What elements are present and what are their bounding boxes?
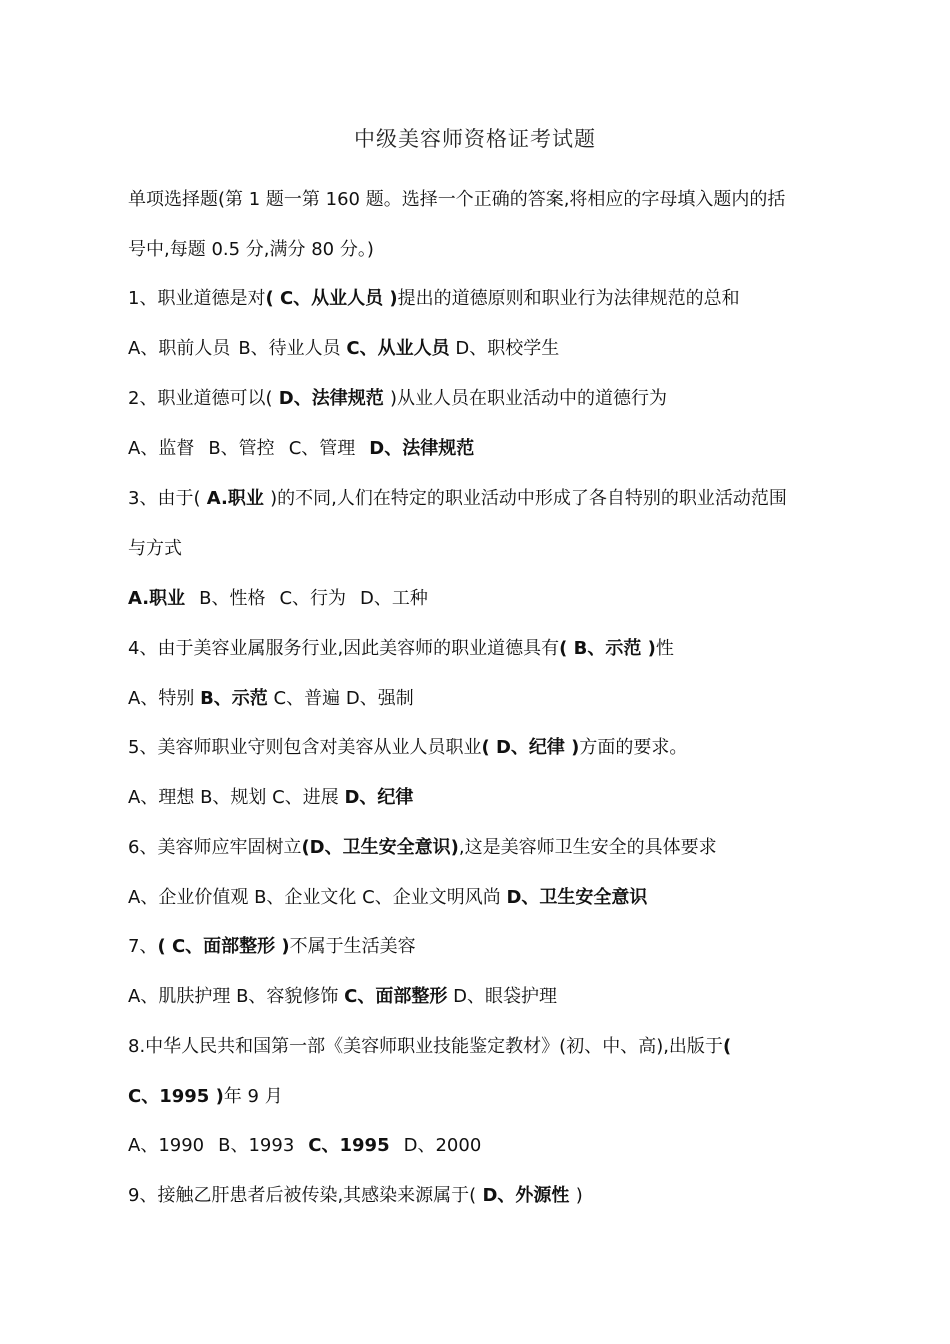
question-8-answer-open: (	[722, 1036, 732, 1057]
option-b: B、1993	[218, 1135, 295, 1156]
option-d: D、眼袋护理	[453, 986, 557, 1007]
question-5-text: 5、美容师职业守则包含对美容从业人员职业	[128, 737, 482, 758]
question-7	[128, 935, 828, 959]
question-7-text: 7、	[128, 936, 158, 957]
question-7-options	[128, 985, 828, 1009]
intro-line-2: 号中,每题 0.5 分,满分 80 分。)	[128, 239, 374, 260]
question-8-text-end: 年 9 月	[223, 1086, 283, 1107]
option-d-correct: D、法律规范	[369, 438, 475, 459]
option-c-correct: C、从业人员	[346, 338, 450, 359]
question-9	[128, 1184, 828, 1208]
option-d: D、职校学生	[455, 338, 560, 359]
question-2-text: 2、职业道德可以(	[128, 388, 273, 409]
question-3-continuation: 与方式	[128, 538, 182, 559]
option-d-correct: D、卫生安全意识	[506, 887, 648, 908]
question-3	[128, 487, 828, 511]
question-2-options	[128, 437, 828, 461]
option-a: A、特别	[128, 688, 195, 709]
question-3-text: 3、由于(	[128, 488, 201, 509]
question-4-text: 4、由于美容业属服务行业,因此美容师的职业道德具有	[128, 638, 560, 659]
option-c: C、行为	[279, 588, 347, 609]
option-c: C、企业文明风尚	[362, 887, 501, 908]
question-2-answer: D、法律规范	[272, 388, 390, 409]
question-2-text-end: )从业人员在职业活动中的道德行为	[389, 388, 667, 409]
question-4-text-end: 性	[655, 638, 674, 659]
page-title: 中级美容师资格证考试题	[354, 127, 596, 151]
question-9-answer: D、外源性	[476, 1185, 576, 1206]
question-3-answer: A.职业	[200, 488, 271, 509]
question-9-text: 9、接触乙肝患者后被传染,其感染来源属于(	[128, 1185, 477, 1206]
option-c-correct: C、面部整形	[344, 986, 448, 1007]
question-8-answer: C、1995 )	[128, 1086, 224, 1107]
question-5	[128, 736, 828, 760]
question-3-text-end: )的不同,人们在特定的职业活动中形成了各自特别的职业活动范围	[270, 488, 787, 509]
question-6-text-end: ,这是美容师卫生安全的具体要求	[458, 837, 717, 858]
question-6-answer: (D、卫生安全意识)	[301, 837, 459, 858]
option-a: A、1990	[128, 1135, 205, 1156]
question-1-text-end: 提出的道德原则和职业行为法律规范的总和	[397, 288, 740, 309]
option-b: B、容貌修饰	[236, 986, 339, 1007]
option-d: D、强制	[345, 688, 414, 709]
question-6-text: 6、美容师应牢固树立	[128, 837, 302, 858]
intro-line-1: 单项选择题(第 1 题一第 160 题。选择一个正确的答案,将相应的字母填入题内的括	[128, 189, 786, 210]
option-d: D、工种	[360, 588, 428, 609]
question-8	[128, 1035, 828, 1059]
question-4	[128, 637, 828, 661]
question-7-answer: ( C、面部整形 )	[157, 936, 290, 957]
question-4-answer: ( B、示范 )	[559, 638, 656, 659]
question-1-options	[128, 337, 828, 361]
option-a: A、职前人员	[128, 338, 231, 359]
question-9-text-end: )	[575, 1185, 583, 1206]
option-a: A、肌肤护理	[128, 986, 231, 1007]
question-1-text: 1、职业道德是对	[128, 288, 266, 309]
question-4-options	[128, 687, 828, 711]
option-d: D、2000	[403, 1135, 482, 1156]
question-8-text: 8.中华人民共和国第一部《美容师职业技能鉴定教材》(初、中、高),出版于	[128, 1036, 723, 1057]
option-b: B、管控	[208, 438, 275, 459]
question-6	[128, 836, 828, 860]
question-8-continuation	[128, 1085, 828, 1109]
question-8-options	[128, 1134, 828, 1158]
option-a-correct: A.职业	[128, 588, 186, 609]
question-6-options	[128, 886, 828, 910]
question-2	[128, 387, 828, 411]
question-7-text-end: 不属于生活美容	[289, 936, 416, 957]
option-c: C、普遍	[273, 688, 341, 709]
option-b: B、企业文化	[254, 887, 357, 908]
option-b-correct: B、示范	[200, 688, 268, 709]
question-1	[128, 287, 828, 311]
question-3-options	[128, 587, 828, 611]
option-b: B、规划	[200, 787, 267, 808]
option-b: B、性格	[199, 588, 266, 609]
option-c-correct: C、1995	[308, 1135, 390, 1156]
option-a: A、理想	[128, 787, 195, 808]
question-5-answer: ( D、纪律 )	[481, 737, 580, 758]
option-a: A、监督	[128, 438, 195, 459]
question-5-options	[128, 786, 828, 810]
option-c: C、进展	[272, 787, 339, 808]
option-c: C、管理	[288, 438, 356, 459]
option-b: B、待业人员	[238, 338, 341, 359]
option-d-correct: D、纪律	[344, 787, 414, 808]
question-5-text-end: 方面的要求。	[579, 737, 688, 758]
question-1-answer: ( C、从业人员 )	[265, 288, 398, 309]
option-a: A、企业价值观	[128, 887, 249, 908]
